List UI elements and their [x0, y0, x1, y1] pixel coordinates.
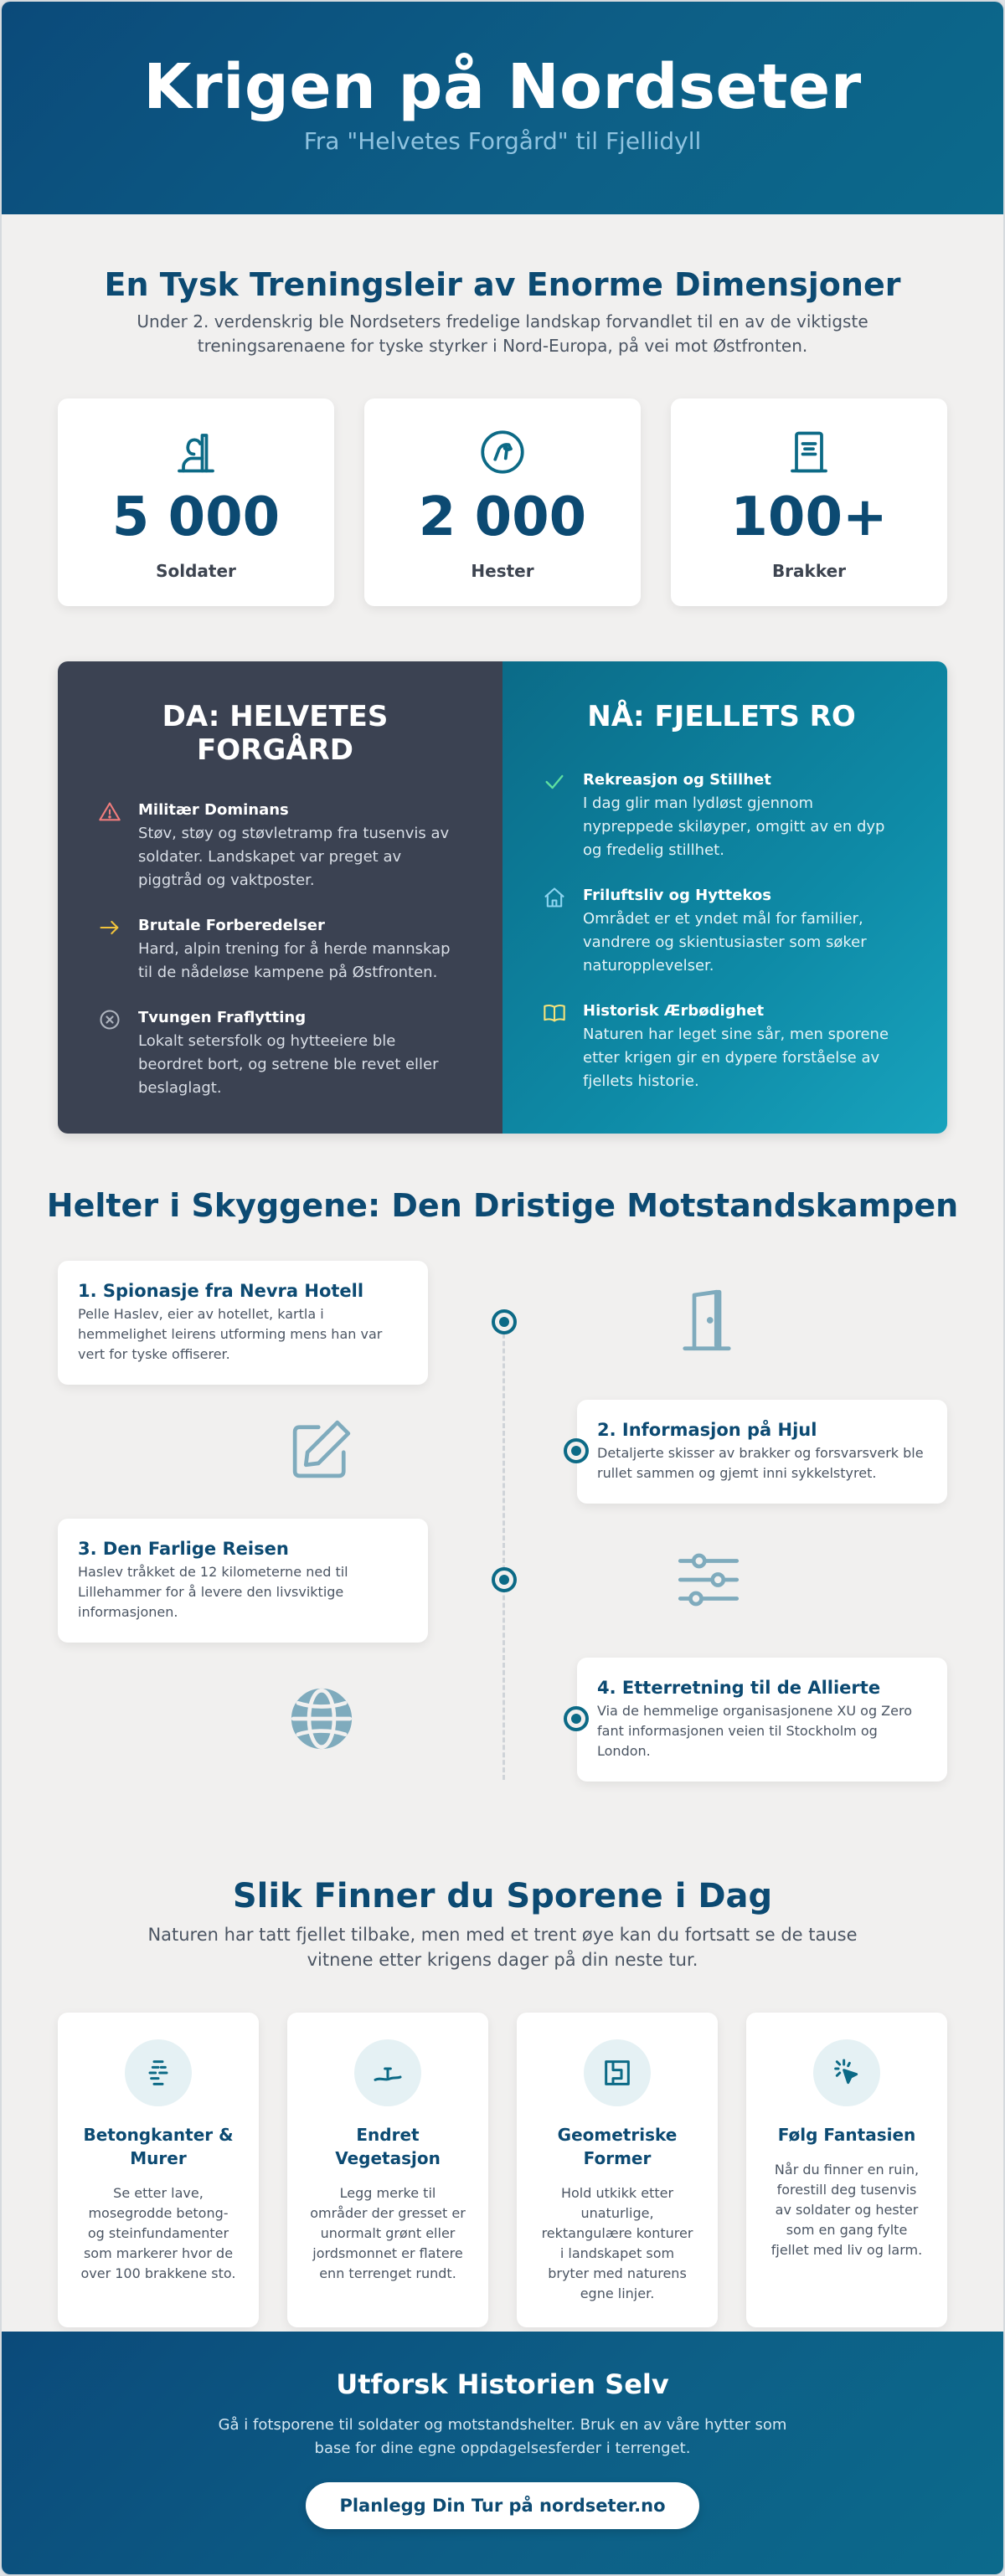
- list-item: [98, 1008, 452, 1100]
- stat-card-barracks: [671, 398, 947, 606]
- intro-lead: Under 2. verdenskrig ble Nordseters fredelige landskap forvandlet til en av de viktigste treningsarenaene for tyske styrker i Nord-Europa, på vei mot Østfronten.: [137, 311, 868, 356]
- timeline-dot: [492, 1309, 517, 1334]
- list-item: [98, 916, 452, 985]
- intro-section: [2, 214, 1003, 606]
- timeline-card: [577, 1400, 947, 1504]
- vegetation-icon: [354, 2039, 421, 2106]
- footer-cta-section: [2, 2332, 1003, 2574]
- resistance-title: Helter i Skyggene: Den Dristige Motstandskampen: [46, 1187, 959, 1224]
- traces-title: Slik Finner du Sporene i Dag: [232, 1877, 773, 1915]
- soldier-icon: [171, 465, 221, 481]
- home-icon: [543, 886, 583, 978]
- timeline-line: [502, 1311, 505, 1780]
- stat-label: Brakker: [771, 561, 847, 581]
- item-title: Tvungen Fraflytting: [138, 1009, 307, 1026]
- intro-title: En Tysk Treningsleir av Enorme Dimensjoner: [104, 266, 901, 303]
- timeline-card-title: 2. Informasjon på Hjul: [597, 1420, 817, 1440]
- timeline-card: [577, 1658, 947, 1782]
- map-icon: [584, 2039, 651, 2106]
- list-item: [543, 770, 900, 862]
- timeline-card: [58, 1519, 428, 1643]
- timeline-card: [58, 1261, 428, 1385]
- list-item: [98, 800, 452, 892]
- timeline-dot: [564, 1438, 589, 1463]
- then-panel: [58, 661, 502, 1134]
- stat-value: 5 000: [111, 486, 281, 548]
- trace-card-title: Geometriske Former: [557, 2125, 678, 2168]
- plan-trip-button[interactable]: Planlegg Din Tur på nordseter.no: [306, 2482, 698, 2529]
- book-icon: [543, 1001, 583, 1093]
- footer-title: Utforsk Historien Selv: [336, 2368, 669, 2400]
- stats-row: [58, 398, 947, 606]
- trace-card-title: Endret Vegetasjon: [335, 2125, 441, 2168]
- warning-icon: [98, 800, 138, 892]
- stat-value: 2 000: [418, 486, 587, 548]
- timeline: [58, 1261, 947, 1830]
- timeline-dot: [564, 1706, 589, 1731]
- now-title: NÅ: FJELLETS RO: [587, 700, 856, 733]
- traces-section: [2, 1830, 1003, 2327]
- stat-card-horses: [364, 398, 641, 606]
- trace-card-title: Betongkanter & Murer: [83, 2125, 234, 2168]
- trace-card-text: Legg merke til områder der gresset er unormalt grønt eller jordsmonnet er flatere enn terrenget rundt.: [310, 2185, 466, 2281]
- footer-text: Gå i fotsporene til soldater og motstandshelter. Bruk en av våre hytter som base for dine egne oppdagelsesferder i terrenget.: [218, 2416, 787, 2457]
- item-text: Området er et yndet mål for familier, vandrere og skientusiaster som søker naturopplevelser.: [583, 910, 867, 974]
- trace-card-text: Når du finner en ruin, forestill deg tusenvis av soldater og hester som en gang fylte fjellet med liv og larm.: [770, 2162, 923, 2258]
- stat-card-soldiers: [58, 398, 334, 606]
- timeline-card-title: 1. Spionasje fra Nevra Hotell: [78, 1281, 364, 1301]
- item-text: I dag glir man lydløst gjennom nypreppede skiløyper, omgitt av en dyp og fredelig stillhet.: [583, 794, 885, 859]
- pointer-icon: [813, 2039, 880, 2106]
- timeline-card-text: Pelle Haslev, eier av hotellet, kartla i hemmelighet leirens utforming mens han var vert for tyske offiserer.: [78, 1306, 383, 1362]
- then-list: [98, 800, 452, 1100]
- page-subtitle: Fra "Helvetes Forgård" til Fjellidyll: [303, 127, 702, 155]
- item-text: Naturen har leget sine sår, men sporene etter krigen gir en dypere forståelse av fjellets historie.: [583, 1026, 889, 1090]
- item-title: Historisk Ærbødighet: [583, 1002, 765, 1020]
- globe-icon: [284, 1681, 359, 1756]
- item-title: Militær Dominans: [138, 801, 289, 819]
- then-now-comparison: [58, 661, 947, 1134]
- then-title: DA: HELVETES FORGÅRD: [162, 700, 389, 767]
- trace-card: [58, 2013, 259, 2327]
- timeline-card-text: Detaljerte skisser av brakker og forsvarsverk ble rullet sammen og gjemt inni sykkelstyret.: [597, 1445, 924, 1481]
- sliders-icon: [671, 1542, 746, 1617]
- item-title: Brutale Forberedelser: [138, 917, 325, 934]
- page-title: Krigen på Nordseter: [143, 51, 862, 123]
- hero-header: [2, 2, 1003, 214]
- arrow-right-icon: [98, 916, 138, 985]
- timeline-dot: [492, 1567, 517, 1592]
- x-circle-icon: [98, 1008, 138, 1100]
- door-icon: [669, 1283, 745, 1358]
- stat-label: Soldater: [156, 561, 236, 581]
- stat-value: 100+: [730, 486, 888, 548]
- now-list: [543, 770, 900, 1093]
- now-panel: [502, 661, 947, 1134]
- item-title: Rekreasjon og Stillhet: [583, 771, 771, 789]
- trace-card: [517, 2013, 718, 2327]
- list-item: [543, 1001, 900, 1093]
- horse-badge-icon: [477, 465, 528, 481]
- foundation-icon: [125, 2039, 192, 2106]
- traces-cards: [58, 2013, 947, 2327]
- item-text: Lokalt setersfolk og hytteeiere ble beordret bort, og setrene ble revet eller beslaglagt.: [138, 1032, 439, 1097]
- barracks-icon: [784, 465, 834, 481]
- timeline-card-title: 4. Etterretning til de Allierte: [597, 1678, 881, 1698]
- trace-card-text: Se etter lave, mosegrodde betong- og steinfundamenter som markerer hvor de over 100 brakkene sto.: [80, 2185, 236, 2281]
- item-title: Friluftsliv og Hyttekos: [583, 887, 771, 904]
- trace-card-title: Følg Fantasien: [777, 2125, 916, 2145]
- stat-label: Hester: [471, 561, 534, 581]
- timeline-card-title: 3. Den Farlige Reisen: [78, 1539, 289, 1559]
- check-icon: [543, 770, 583, 862]
- timeline-card-text: Via de hemmelige organisasjonene XU og Zero fant informasjonen veien til Stockholm og London.: [597, 1703, 912, 1759]
- timeline-card-text: Haslev tråkket de 12 kilometerne ned til Lillehammer for å levere den livsviktige informasjonen.: [78, 1564, 348, 1620]
- item-text: Hard, alpin trening for å herde mannskap til de nådeløse kampene på Østfronten.: [138, 940, 451, 981]
- item-text: Støv, støy og støvletramp fra tusenvis av soldater. Landskapet var preget av piggtråd og vaktposter.: [138, 825, 450, 889]
- list-item: [543, 886, 900, 978]
- resistance-section: [2, 1134, 1003, 1830]
- traces-lead: Naturen har tatt fjellet tilbake, men med et trent øye kan du fortsatt se de tause vitnene etter krigens dager på din neste tur.: [147, 1925, 858, 1970]
- trace-card: [287, 2013, 488, 2327]
- trace-card: [746, 2013, 947, 2327]
- trace-card-text: Hold utkikk etter unaturlige, rektangulære konturer i landskapet som bryter med naturens egne linjer.: [541, 2185, 693, 2301]
- pencil-icon: [284, 1411, 359, 1487]
